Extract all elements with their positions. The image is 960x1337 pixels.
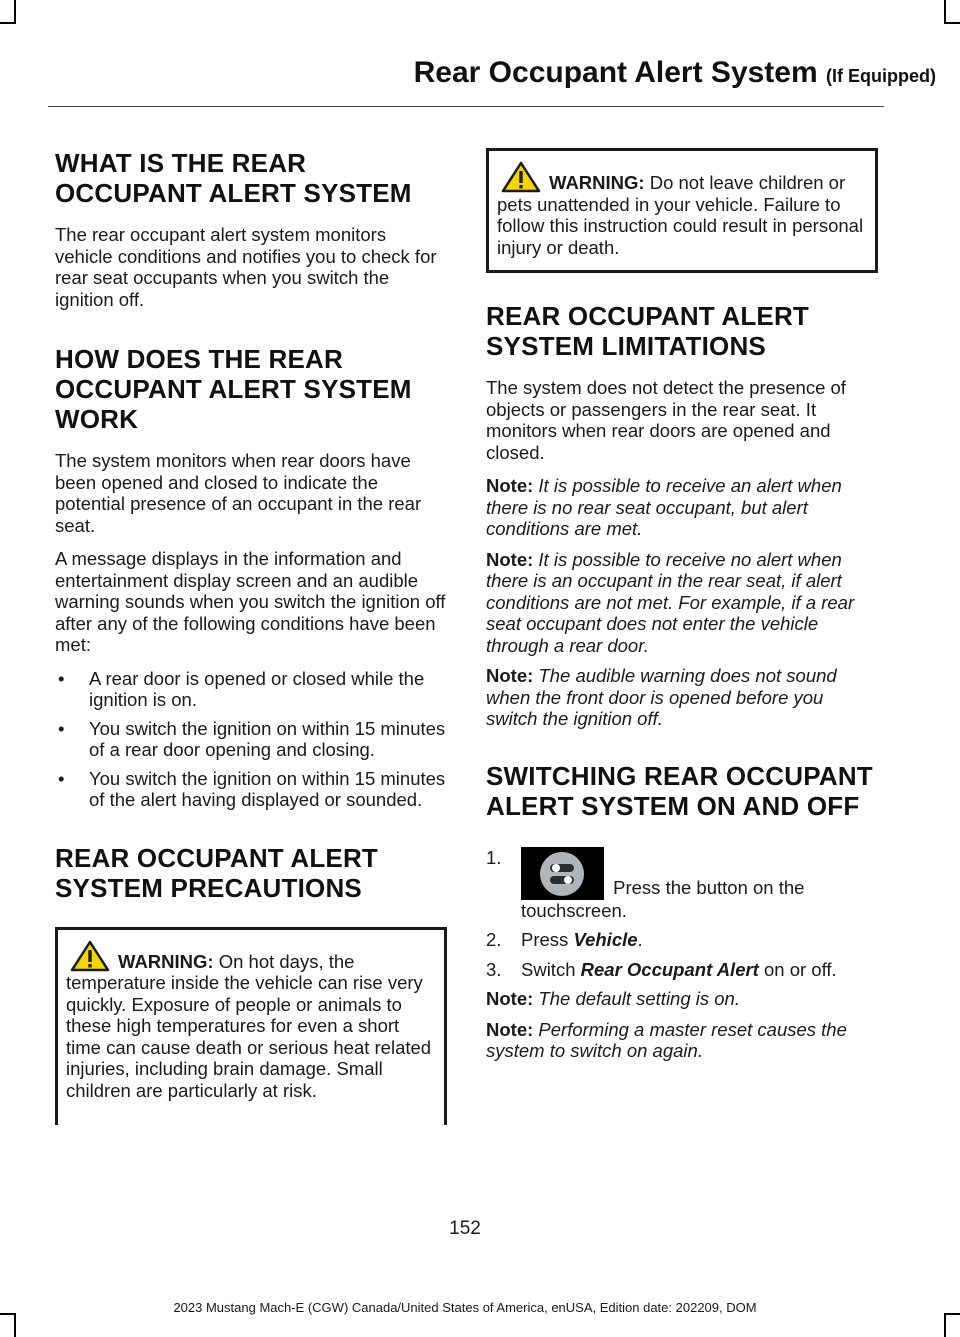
paragraph: The rear occupant alert system monitors vehicle conditions and notifies you to check for rear seat occupants when you switch the ignition off.: [55, 224, 437, 310]
note: Note: The audible warning does not sound when the front door is opened before you switch the ignition off.: [486, 665, 837, 729]
crop-mark: [14, 1313, 16, 1337]
list-item: • You switch the ignition on within 15 minutes of a rear door opening and closing.: [58, 717, 446, 760]
crop-mark: [944, 0, 946, 24]
chapter-title: Rear Occupant Alert System: [413, 56, 818, 89]
procedure-steps: [486, 847, 878, 981]
list-item: • A rear door is opened or closed while the ignition is on.: [58, 667, 425, 710]
section-heading-precautions: REAR OCCUPANT ALERT SYSTEM PRECAUTIONS: [55, 842, 379, 903]
chapter-subtitle: (If Equipped): [826, 66, 936, 86]
note: Note: Performing a master reset causes the system to switch on again.: [486, 1018, 847, 1061]
section-heading-limitations: REAR OCCUPANT ALERT SYSTEM LIMITATIONS: [486, 301, 810, 361]
crop-mark: [944, 1313, 960, 1315]
step-2: 2. Press Vehicle.: [486, 929, 643, 950]
crop-mark: [14, 0, 16, 24]
vehicle-settings-toggle-icon: [521, 847, 604, 900]
crop-mark: [944, 1313, 946, 1337]
warning-triangle-icon: [501, 161, 541, 193]
page-header: [0, 56, 936, 90]
note: Note: The default setting is on.: [486, 988, 740, 1009]
paragraph: The system monitors when rear doors have been opened and closed to indicate the potential presence of an occupant in the rear seat.: [55, 450, 422, 536]
condition-list: [55, 668, 447, 811]
warning-label: WARNING:: [118, 950, 214, 972]
warning-triangle-icon: [70, 940, 110, 972]
section-heading-how-does: HOW DOES THE REAR OCCUPANT ALERT SYSTEM WORK: [55, 344, 412, 434]
warning-box-unattended: [486, 148, 878, 273]
warning-label: WARNING:: [549, 172, 645, 193]
list-item: • You switch the ignition on within 15 minutes of the alert having displayed or sounded.: [58, 767, 446, 810]
section-heading-switching: SWITCHING REAR OCCUPANT ALERT SYSTEM ON AND OFF: [486, 760, 873, 821]
step-3: 3. Switch Rear Occupant Alert on or off.: [486, 958, 837, 980]
note: Note: It is possible to receive no alert when there is an occupant in the rear seat, if alert conditions are not met. For example, if a rear seat occupant does not enter the vehicle through a rear door.: [486, 548, 855, 656]
header-divider: [48, 106, 884, 107]
warning-box-hot-days: [55, 927, 447, 1125]
crop-mark: [944, 22, 960, 24]
right-column: [486, 148, 878, 1071]
paragraph: The system does not detect the presence of objects or passengers in the rear seat. It monitors when rear doors are opened and closed.: [486, 377, 846, 463]
page-number: 152: [449, 1218, 481, 1239]
section-heading-what-is: WHAT IS THE REAR OCCUPANT ALERT SYSTEM: [55, 148, 412, 208]
warning-text: Do not leave children or pets unattended in your vehicle. Failure to follow this instruction could result in personal injury or death.: [497, 172, 864, 258]
crop-mark: [0, 22, 16, 24]
note: Note: It is possible to receive an alert when there is no rear seat occupant, but alert conditions are met.: [486, 475, 842, 539]
step-1: 1. Press the button on the touchscreen.: [486, 846, 805, 921]
paragraph: A message displays in the information and entertainment display screen and an audible warning sounds when you switch the ignition off after any of the following conditions have been met:: [55, 548, 446, 655]
left-column: [55, 148, 447, 1125]
page-footer: 2023 Mustang Mach-E (CGW) Canada/United States of America, enUSA, Edition date: 202209, DOM: [173, 1300, 757, 1315]
warning-text: On hot days, the temperature inside the vehicle can rise very quickly. Exposure of people or animals to these high temperatures for even a short time can cause death or serious heat related injuries, including brain damage. Small children are particularly at risk.: [66, 950, 432, 1101]
